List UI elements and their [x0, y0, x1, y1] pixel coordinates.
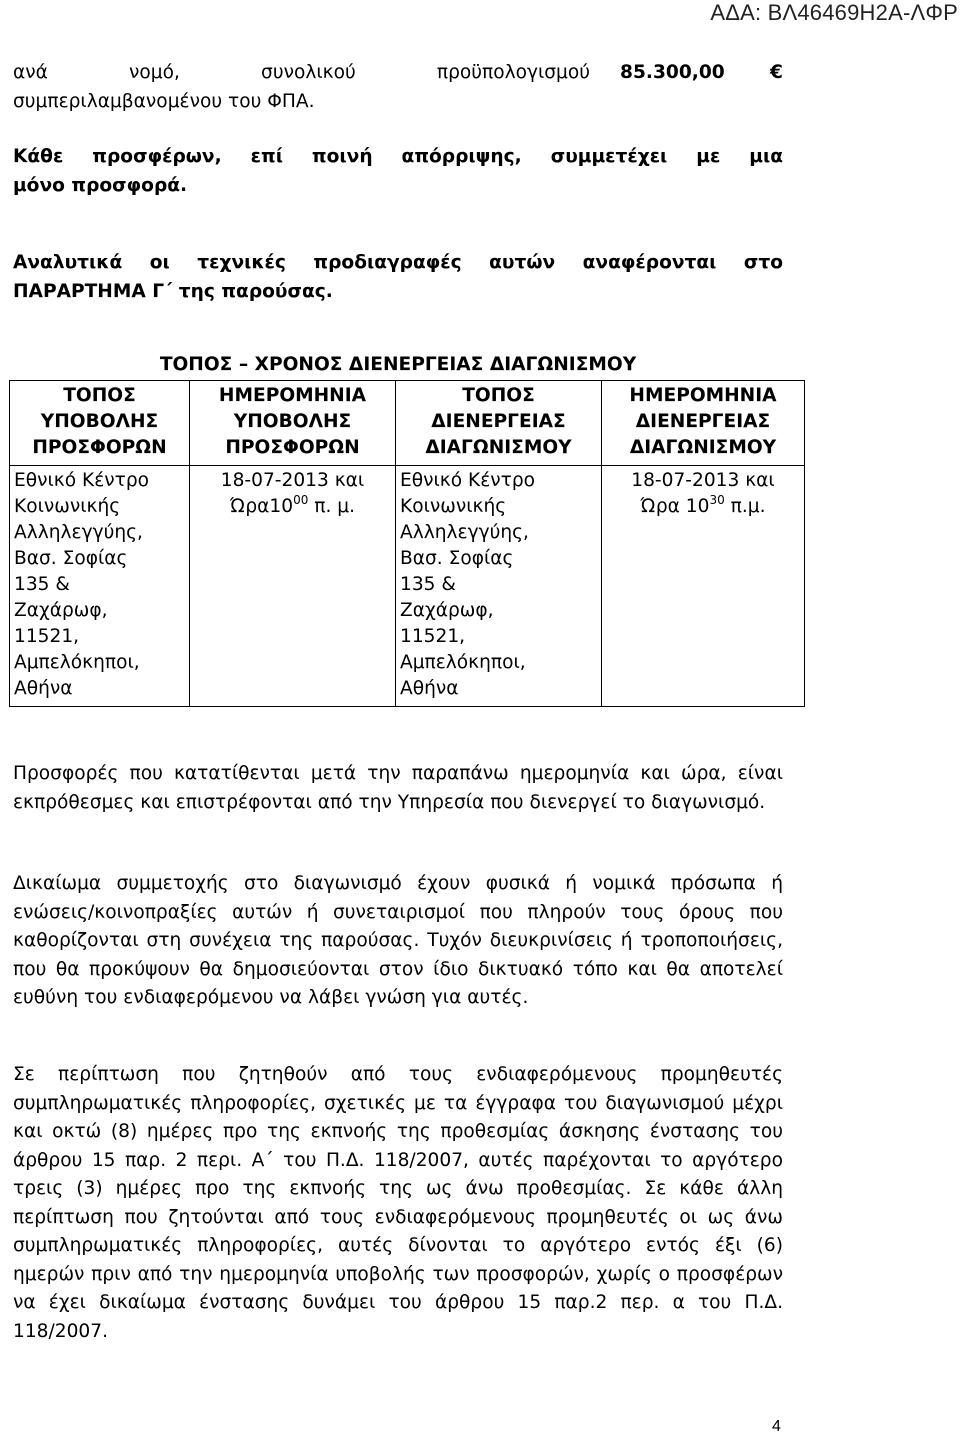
conduct-time-sup: 30 — [709, 493, 725, 507]
submission-date-cell — [190, 466, 396, 707]
budget-words — [13, 58, 620, 87]
schedule-table — [9, 380, 805, 707]
submission-time-sup: 00 — [293, 493, 309, 507]
late-offers-paragraph: Προσφορές που κατατίθενται μετά την παραπάνω ημερομηνία και ώρα, είναι εκπρόθεσμες και επιστρέφονται από την Υπηρεσία που διενεργεί το διαγωνισμό. — [13, 763, 783, 813]
conduct-time — [606, 494, 800, 520]
conduct-date-cell — [602, 466, 805, 707]
header-conduct-place: ΤΟΠΟΣ ΔΙΕΝΕΡΓΕΙΑΣ ΔΙΑΓΩΝΙΣΜΟΥ — [396, 381, 602, 466]
specs-line-1: Αναλυτικά οι τεχνικές προδιαγραφές αυτών αναφέρονται στο — [13, 252, 783, 273]
budget-block — [13, 58, 783, 116]
one-offer-line-2: μόνο προσφορά. — [13, 175, 188, 196]
submission-date: 18-07-2013 και — [220, 470, 365, 491]
conduct-date: 18-07-2013 και — [631, 470, 775, 491]
budget-word: προϋπολογισμού — [436, 62, 591, 83]
header-conduct-date: ΗΜΕΡΟΜΗΝΙΑ ΔΙΕΝΕΡΓΕΙΑΣ ΔΙΑΓΩΝΙΣΜΟΥ — [602, 381, 805, 466]
budget-word: συνολικού — [261, 62, 356, 83]
schedule-title: ΤΟΠΟΣ – ΧΡΟΝΟΣ ΔΙΕΝΕΡΓΕΙΑΣ ΔΙΑΓΩΝΙΣΜΟΥ — [159, 354, 637, 375]
budget-line-2: συμπεριλαμβανομένου του ΦΠΑ. — [13, 91, 315, 112]
submission-time-suffix: π. μ. — [308, 496, 356, 517]
budget-word: ανά — [13, 62, 48, 83]
submission-time — [194, 494, 391, 520]
schedule-data-row — [10, 466, 805, 707]
specs-block — [13, 248, 783, 306]
euro-sign: € — [770, 62, 783, 83]
page-number: 4 — [772, 1418, 781, 1435]
conduct-time-suffix: π.μ. — [724, 496, 766, 517]
conduct-place-cell: Εθνικό Κέντρο Κοινωνικής Αλληλεγγύης, Βασ. Σοφίας 135 & Ζαχάρωφ, 11521, Αμπελόκηποι, Αθήνα — [396, 466, 602, 707]
eligibility-paragraph: Δικαίωμα συμμετοχής στο διαγωνισμό έχουν φυσικά ή νομικά πρόσωπα ή ενώσεις/κοινοπραξίες αυτών ή συνεταιρισμοί που πληρούν τους όρους που καθορίζονται στη συνέχεια της παρούσας. Τυχόν διευκρινίσεις ή τροποποιήσεις, που θα προκύψουν θα δημοσιεύονται στον ίδιο δικτυακό τόπο και θα αποτελεί ευθύνη του ενδιαφερόμενου να λάβει γνώση για αυτές. — [13, 873, 783, 1008]
budget-line-1 — [13, 58, 783, 87]
additional-info-paragraph: Σε περίπτωση που ζητηθούν από τους ενδιαφερόμενους προμηθευτές συμπληρωματικές πληροφορίες, σχετικές με τα έγγραφα του διαγωνισμού μέχρι και οκτώ (8) ημέρες προ της εκπνοής της προθεσμίας άσκησης ένστασης του άρθρου 15 παρ. 2 περι. Α΄ του Π.Δ. 118/2007, αυτές παρέχονται το αργότερο τρεις (3) ημέρες προ της εκπνοής της ως άνω προθεσμίας. Σε κάθε άλλη περίπτωση που ζητούνται από τους ενδιαφερόμενους προμηθευτές οι ως άνω συμπληρωματικές πληροφορίες, αυτές δίνονται το αργότερο εντός έξι (6) ημερών πριν από την ημερομηνία υποβολής των προσφορών, χωρίς ο προσφέρων να έχει δικαίωμα ένστασης δυνάμει του άρθρου 15 παρ.2 περ. α του Π.Δ. 118/2007. — [13, 1064, 783, 1342]
header-submission-date: ΗΜΕΡΟΜΗΝΙΑ ΥΠΟΒΟΛΗΣ ΠΡΟΣΦΟΡΩΝ — [190, 381, 396, 466]
header-submission-place: ΤΟΠΟΣ ΥΠΟΒΟΛΗΣ ΠΡΟΣΦΟΡΩΝ — [10, 381, 190, 466]
budget-amount — [620, 58, 783, 87]
one-offer-line-1: Κάθε προσφέρων, επί ποινή απόρριψης, συμμετέχει με μια — [13, 146, 783, 167]
conduct-time-prefix: Ώρα 10 — [640, 496, 710, 517]
submission-time-prefix: Ώρα10 — [229, 496, 294, 517]
submission-place-cell: Εθνικό Κέντρο Κοινωνικής Αλληλεγγύης, Βασ. Σοφίας 135 & Ζαχάρωφ, 11521, Αμπελόκηποι, Αθήνα — [10, 466, 190, 707]
one-offer-block — [13, 142, 783, 200]
budget-word: νομό, — [129, 62, 180, 83]
specs-line-2: ΠΑΡΑΡΤΗΜΑ Γ΄ της παρούσας. — [13, 281, 333, 302]
ada-code: ΑΔΑ: ΒΛ46469Η2Α-ΛΦΡ — [710, 0, 958, 25]
schedule-header-row — [10, 381, 805, 466]
budget-amount-value: 85.300,00 — [620, 62, 725, 83]
